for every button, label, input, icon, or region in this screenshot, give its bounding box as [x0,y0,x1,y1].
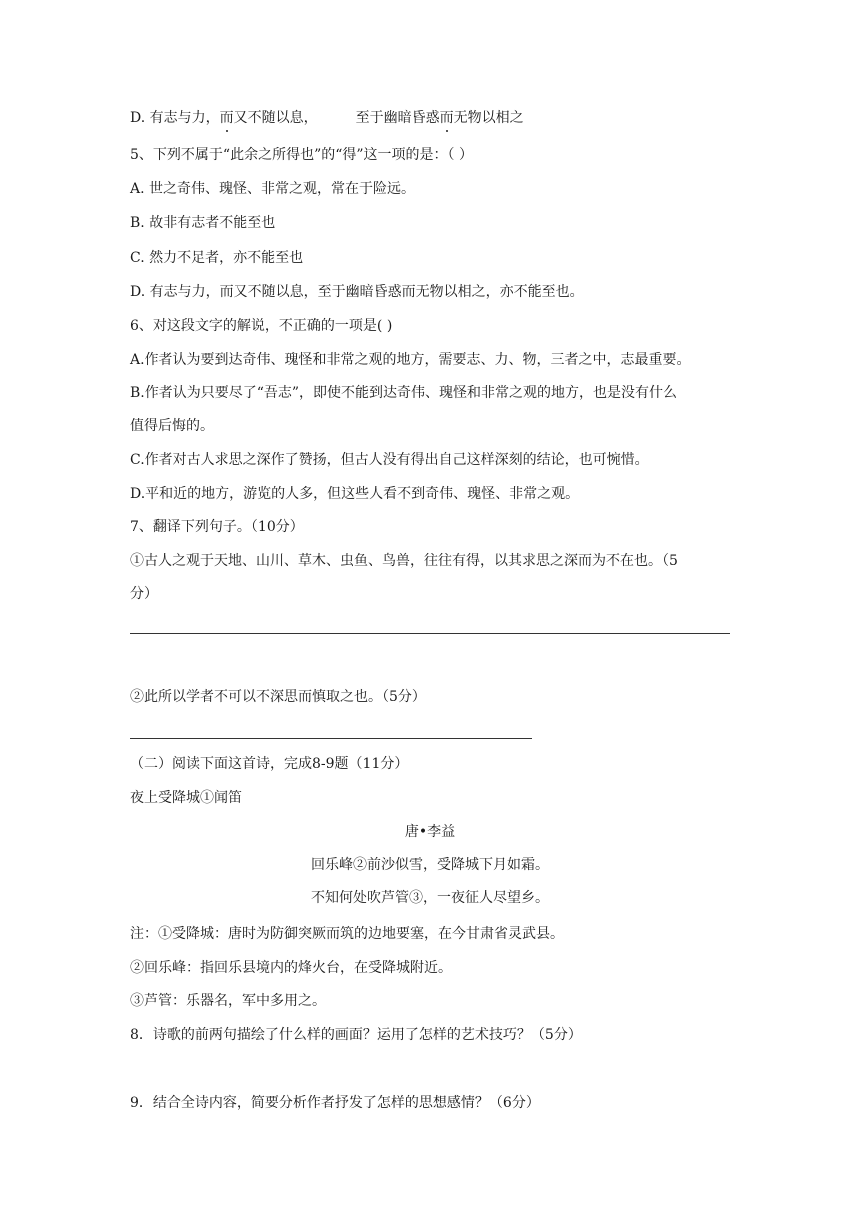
q4-option-d-pre: D. 有志与力， [130,110,220,126]
q7-sentence1-line1: ①古人之观于天地、山川、草木、虫鱼、鸟兽，往往有得，以其求思之深而为不在也。（5 [130,553,678,569]
q7-answer-line-2 [130,738,532,739]
poem-title: 夜上受降城①闻笛 [130,790,242,806]
q6-option-d: D.平和近的地方，游览的人多，但这些人看不到奇伟、瑰怪、非常之观。 [130,486,580,502]
q4-option-d-post: 无物以相之 [453,110,524,126]
q5-option-d: D. 有志与力，而又不随以息，至于幽暗昏惑而无物以相之，亦不能至也。 [130,284,584,300]
q9-stem: 9．结合全诗内容，简要分析作者抒发了怎样的思想感情？（6分） [130,1095,540,1111]
q4-option-d-dotted-er-1: 而 [219,110,234,126]
poem-note-2: ②回乐峰：指回乐县境内的烽火台，在受降城附近。 [130,960,452,976]
poem-author: 唐•李益 [404,824,456,840]
q7-sentence1-line2: 分） [130,586,158,602]
q4-option-d-mid1: 又不随以息， [233,110,318,126]
q5-option-b: B. 故非有志者不能至也 [130,215,276,231]
q4-option-d-dotted-er-2: 而 [439,110,454,126]
q8-stem: 8．诗歌的前两句描绘了什么样的画面？运用了怎样的艺术技巧？（5分） [130,1027,582,1043]
q7-stem: 7、翻译下列句子。（10分） [130,519,304,535]
poem-verse-2: 不知何处吹芦管③，一夜征人尽望乡。 [311,890,549,906]
q4-option-d [130,108,524,128]
poem-note-3: ③芦管：乐器名，军中多用之。 [130,993,326,1009]
q6-option-c: C.作者对古人求思之深作了赞扬，但古人没有得出自己这样深刻的结论，也可惋惜。 [130,452,649,468]
q6-option-b-line1: B.作者认为只要尽了“吾志”，即使不能到达奇伟、瑰怪和非常之观的地方，也是没有什么 [130,385,678,401]
poem-verse-1: 回乐峰②前沙似雪，受降城下月如霜。 [311,857,549,873]
section2-heading: （二）阅读下面这首诗，完成8-9题（11分） [130,756,409,772]
q5-stem: 5、下列不属于“此余之所得也”的“得”这一项的是：（ ） [130,147,473,163]
poem-note-1: 注：①受降城：唐时为防御突厥而筑的边地要塞，在今甘肃省灵武县。 [130,926,564,942]
q5-option-a: A. 世之奇伟、瑰怪、非常之观，常在于险远。 [130,181,416,197]
q7-sentence2: ②此所以学者不可以不深思而慎取之也。（5分） [130,689,426,705]
q4-option-d-mid2: 至于幽暗昏惑 [355,110,440,126]
q6-option-b-line2: 值得后悔的。 [130,418,214,434]
q6-stem: 6、对这段文字的解说，不正确的一项是( ) [130,318,393,334]
q7-answer-line-1 [130,633,730,634]
q5-option-c: C. 然力不足者，亦不能至也 [130,250,304,266]
q6-option-a: A.作者认为要到达奇伟、瑰怪和非常之观的地方，需要志、力、物，三者之中，志最重要。 [130,352,691,368]
